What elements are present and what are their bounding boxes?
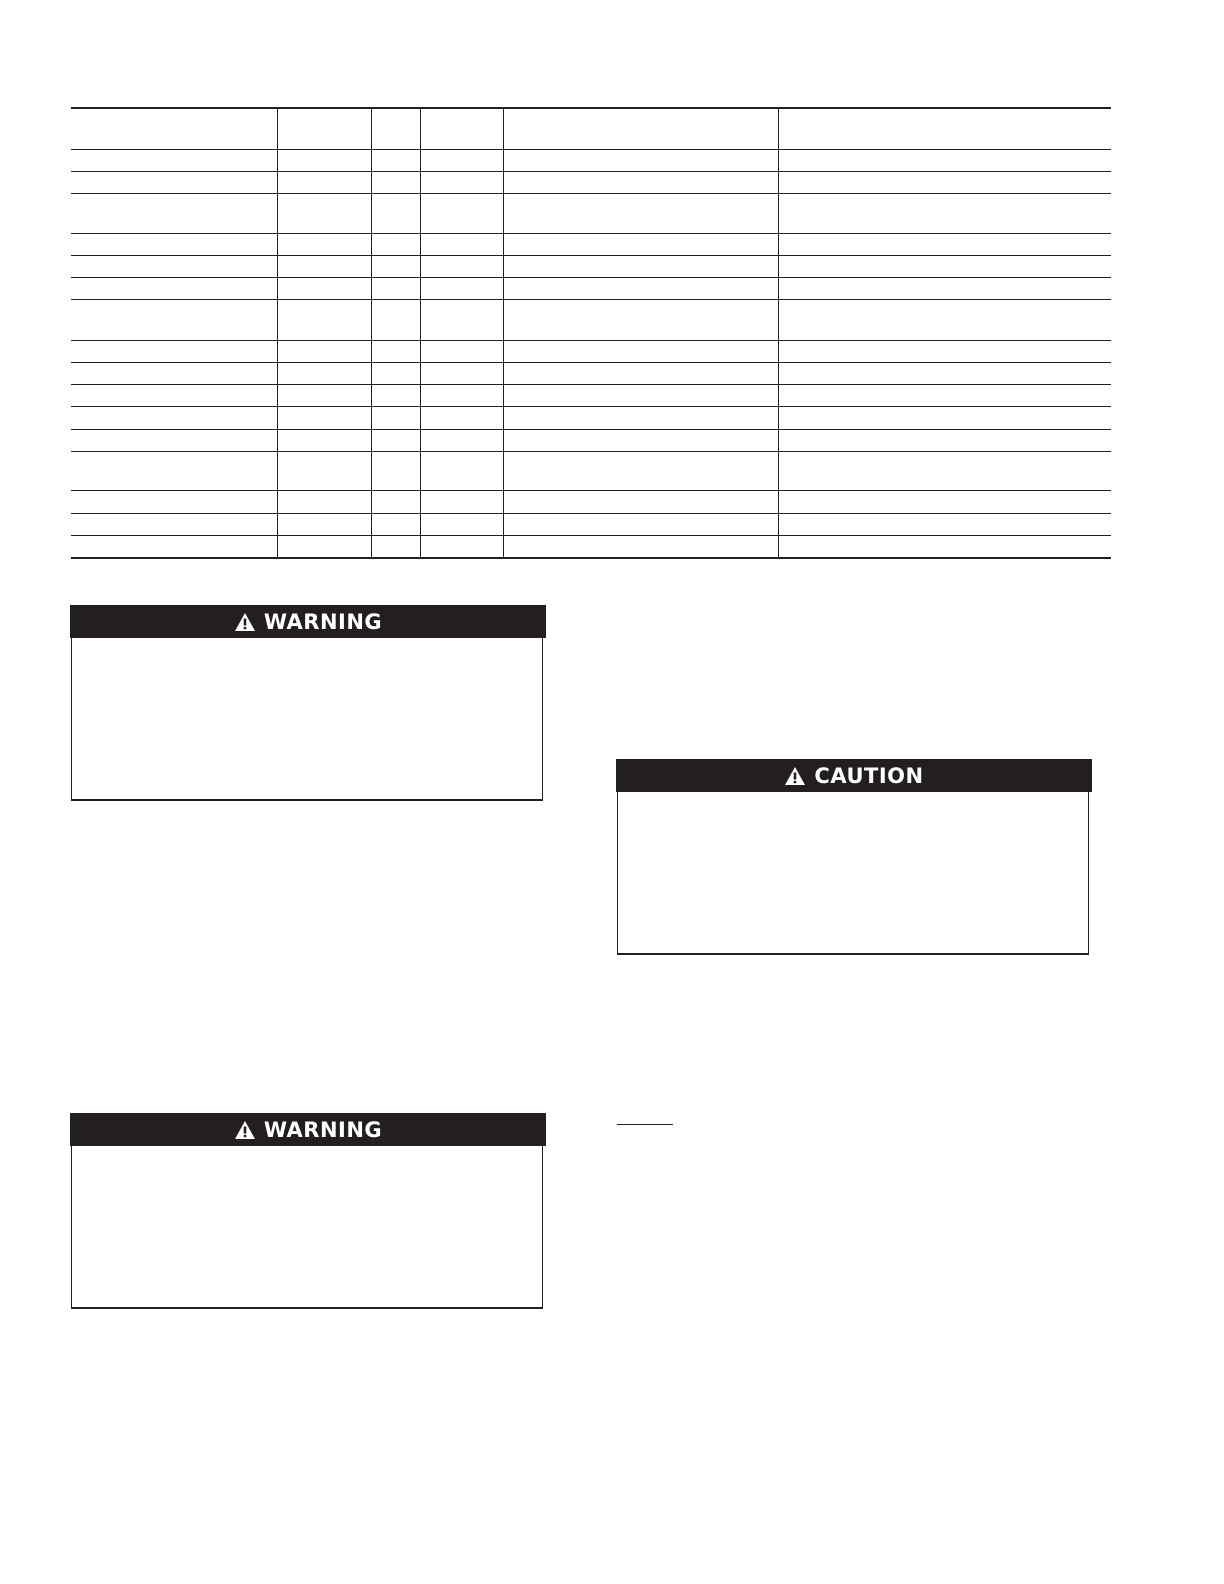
caution-header xyxy=(616,759,1092,792)
warning-triangle-icon xyxy=(784,766,806,786)
table-row-rule xyxy=(71,429,1111,430)
table-header-rule xyxy=(71,149,1111,150)
warning-triangle-icon xyxy=(234,612,256,632)
caution-box xyxy=(616,759,1092,955)
table-column-rule xyxy=(503,109,504,557)
table-row-rule xyxy=(71,362,1111,363)
table-row-rule xyxy=(71,233,1111,234)
table-row-rule xyxy=(71,299,1111,300)
table-row-rule xyxy=(71,193,1111,194)
warning-box xyxy=(70,1113,546,1309)
table-column-rule xyxy=(778,109,779,557)
heading-underline-rule xyxy=(617,1124,673,1125)
warning-label: WARNING xyxy=(263,1117,383,1142)
table-row-rule xyxy=(71,277,1111,278)
warning-triangle-icon xyxy=(234,1120,256,1140)
warning-body xyxy=(71,1145,543,1309)
table-row-rule xyxy=(71,490,1111,491)
table-row-rule xyxy=(71,340,1111,341)
table-row-rule xyxy=(71,535,1111,536)
table-row-rule xyxy=(71,513,1111,514)
table-row-rule xyxy=(71,255,1111,256)
caution-label: CAUTION xyxy=(814,763,924,788)
warning-box xyxy=(70,605,546,801)
warning-body xyxy=(71,637,543,801)
table-row-rule xyxy=(71,384,1111,385)
warning-label: WARNING xyxy=(263,609,383,634)
table-row-rule xyxy=(71,451,1111,452)
table-row-rule xyxy=(71,171,1111,172)
warning-header xyxy=(70,1113,546,1146)
caution-body xyxy=(617,791,1089,955)
table-column-rule xyxy=(277,109,278,557)
table-column-rule xyxy=(371,109,372,557)
table-column-rule xyxy=(420,109,421,557)
warning-header xyxy=(70,605,546,638)
table-row-rule xyxy=(71,406,1111,407)
specification-table xyxy=(71,107,1111,559)
